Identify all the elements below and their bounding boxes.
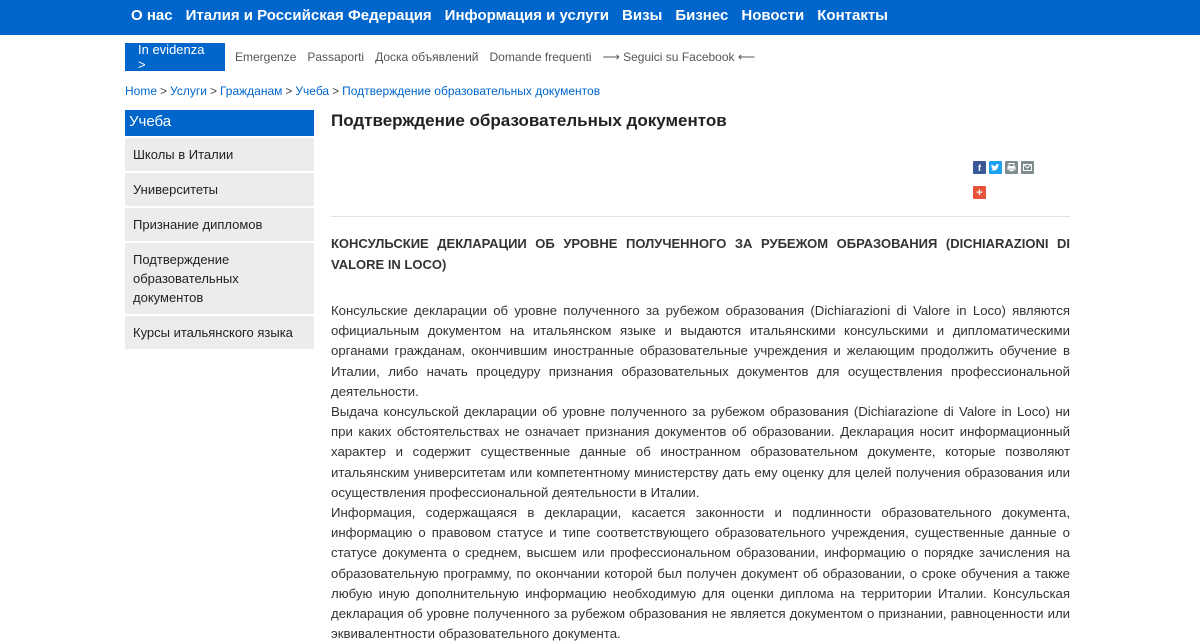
share-bar (973, 161, 1034, 174)
breadcrumb-separator: > (160, 84, 168, 98)
breadcrumb-separator: > (285, 84, 293, 98)
sidebar-item-schools[interactable]: Школы в Италии (125, 138, 314, 171)
nav-info-services[interactable]: Информация и услуги (444, 7, 610, 24)
paragraph: Выдача консульской декларации об уровне полученного за рубежом образования (Dichiarazione di Valore in Loco) ни при каких обстоятельствах не означает признания документов об образовании. Декларация носит информационный характер и содержит существенные данные об иностранном образовательном документе, которые позволяют итальянским университетам или компетентному министерству дать ему оценку для целей получения образования или осуществления профессиональной деятельности в Италии. (331, 404, 1070, 500)
twitter-icon[interactable] (989, 161, 1002, 174)
breadcrumb-services[interactable]: Услуги (170, 84, 207, 98)
sidebar (125, 110, 314, 349)
print-icon[interactable] (1005, 161, 1018, 174)
evidence-link-emergenze[interactable]: Emergenze (235, 50, 297, 64)
nav-italy-russia[interactable]: Италия и Российская Федерация (185, 7, 432, 24)
top-navbar (0, 0, 1200, 35)
evidence-bar (125, 43, 755, 71)
page-title: Подтверждение образовательных документов (331, 111, 727, 130)
breadcrumb-citizens[interactable]: Гражданам (219, 84, 283, 98)
evidence-links (235, 50, 755, 64)
sidebar-item-document-confirmation[interactable]: Подтверждение образовательных документов (125, 243, 314, 314)
breadcrumb-separator: > (209, 84, 217, 98)
section-heading: КОНСУЛЬСКИЕ ДЕКЛАРАЦИИ ОБ УРОВНЕ ПОЛУЧЕННОГО ЗА РУБЕЖОМ ОБРАЗОВАНИЯ (DICHIARAZIONI DI VALORE IN LOCO) (331, 236, 1070, 272)
in-evidenza-button[interactable]: In evidenza > (125, 43, 225, 71)
main-content (331, 110, 1070, 132)
breadcrumb-study[interactable]: Учеба (295, 84, 330, 98)
evidence-link-passaporti[interactable]: Passaporti (307, 50, 365, 64)
breadcrumb-separator: > (332, 84, 340, 98)
paragraph: Консульские декларации об уровне полученного за рубежом образования (Dichiarazioni di Valore in Loco) являются официальным документом на итальянском языке и выдаются итальянскими консульскими и дипломатическими органами гражданам, окончившим иностранные образовательные учреждения и желающим продолжить обучение в Италии, либо начать процедуру признания образовательных документов для осуществления профессиональной деятельности. (331, 303, 1070, 399)
nav-contacts[interactable]: Контакты (817, 7, 888, 24)
breadcrumb-home[interactable]: Home (125, 84, 158, 98)
sidebar-item-italian-courses[interactable]: Курсы итальянского языка (125, 316, 314, 349)
plus-icon[interactable]: + (973, 186, 986, 199)
breadcrumb-current: Подтверждение образовательных документов (342, 84, 601, 98)
nav-about[interactable]: О нас (131, 7, 173, 24)
breadcrumb (125, 84, 600, 98)
nav-visas[interactable]: Визы (622, 7, 663, 24)
nav-business[interactable]: Бизнес (675, 7, 729, 24)
top-nav (131, 7, 888, 24)
paragraph: Информация, содержащаяся в декларации, касается законности и подлинности образовательного документа, информацию о правовом статусе и типе соответствующего образовательного учреждения, существенные данные о статусе документа о среднем, высшем или профессиональном образовании, информацию о порядке зачисления на образовательную программу, по окончании которой был получен документ об образовании, о сроке обучения а также любую иную дополнительную информацию необходимую для оценки диплома на территории Италии. Консульская декларация об уровне полученного за рубежом образования не является документом о признании, равноценности или эквивалентности образовательного документа. (331, 505, 1070, 642)
evidence-link-facebook[interactable]: ⟶ Seguici su Facebook ⟵ (602, 50, 756, 64)
sidebar-item-universities[interactable]: Университеты (125, 173, 314, 206)
email-icon[interactable] (1021, 161, 1034, 174)
sidebar-item-diploma-recognition[interactable]: Признание дипломов (125, 208, 314, 241)
divider (331, 216, 1070, 217)
evidence-link-board[interactable]: Доска объявлений (375, 50, 479, 64)
facebook-icon[interactable]: f (973, 161, 986, 174)
sidebar-title[interactable]: Учеба (125, 110, 314, 136)
nav-news[interactable]: Новости (741, 7, 805, 24)
article-body (331, 301, 1070, 644)
evidence-link-faq[interactable]: Domande frequenti (489, 50, 592, 64)
